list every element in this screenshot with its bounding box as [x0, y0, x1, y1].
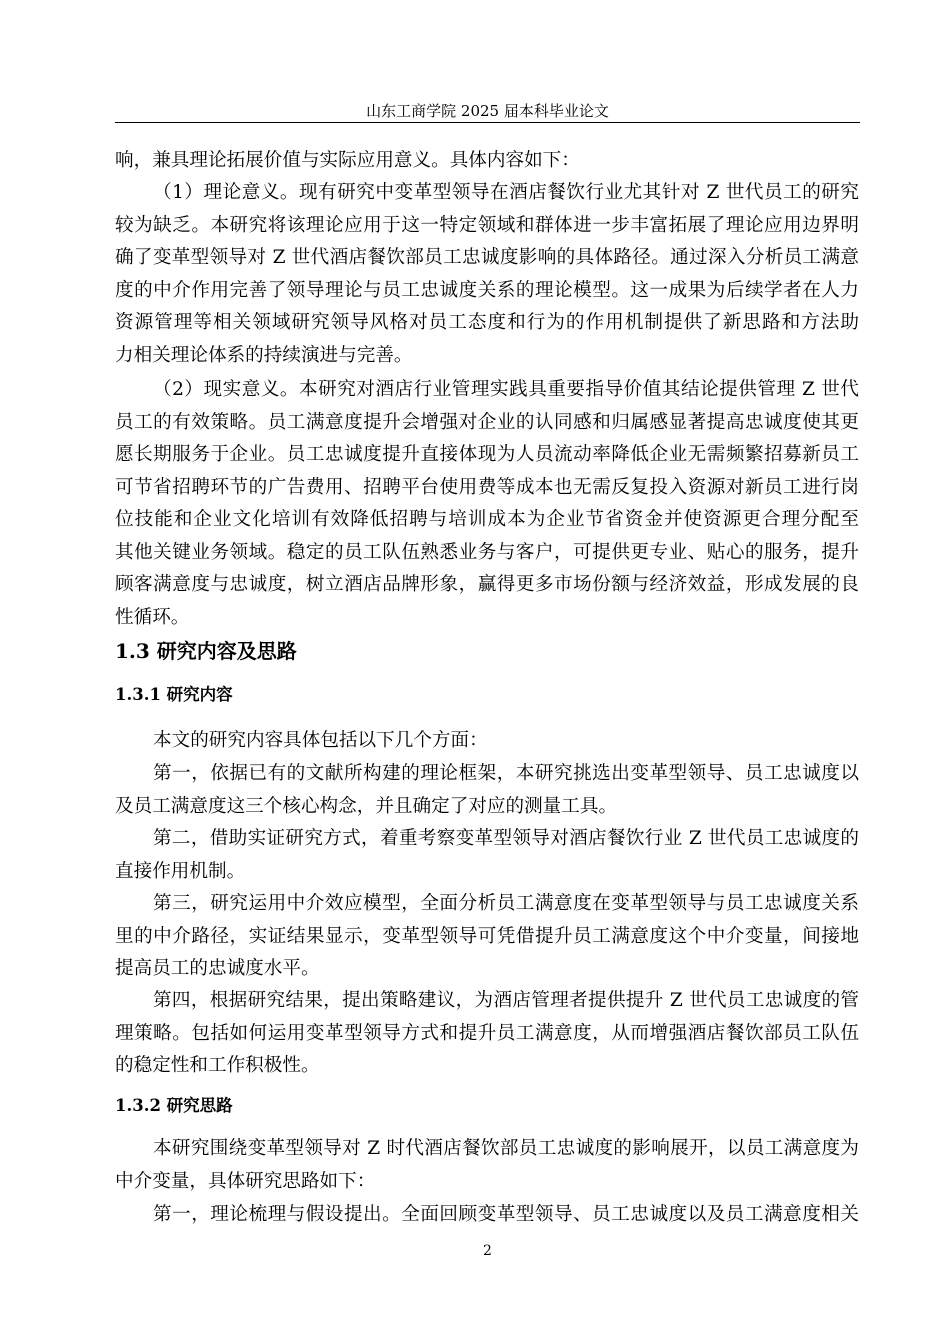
paragraph-line: 确了变革型领导对 Z 世代酒店餐饮部员工忠诚度影响的具体路径。通过深入分析员工满意	[115, 247, 859, 268]
paragraph-line: 提高员工的忠诚度水平。	[115, 958, 320, 979]
paragraph-line: 中介变量，具体研究思路如下：	[115, 1170, 376, 1192]
header-rule	[115, 122, 860, 123]
paragraph-line: 第二，借助实证研究方式，着重考察变革型领导对酒店餐饮行业 Z 世代员工忠诚度的	[153, 828, 859, 849]
paragraph-line: 第一，依据已有的文献所构建的理论框架，本研究挑选出变革型领导、员工忠诚度以	[153, 763, 859, 784]
paragraph-line: 较为缺乏。本研究将该理论应用于这一特定领域和群体进一步丰富拓展了理论应用边界明	[115, 214, 859, 236]
running-header: 山东工商学院 2025 届本科毕业论文	[366, 102, 609, 120]
subsection-heading-1-3-2: 1.3.2 研究思路	[115, 1096, 233, 1115]
paragraph-line: 的稳定性和工作积极性。	[115, 1055, 320, 1076]
paragraph-line: 直接作用机制。	[115, 860, 246, 882]
paragraph-line: 可节省招聘环节的广告费用、招聘平台使用费等成本也无需反复投入资源对新员工进行岗	[115, 476, 859, 498]
paragraph-line: （2）现实意义。本研究对酒店行业管理实践具重要指导价值其结论提供管理 Z 世代	[153, 379, 859, 400]
paragraph-line: 里的中介路径，实证结果显示，变革型领导可凭借提升员工满意度这个中介变量，间接地	[115, 925, 859, 947]
paragraph-line: 第三，研究运用中介效应模型，全面分析员工满意度在变革型领导与员工忠诚度关系	[153, 893, 859, 914]
paragraph-line: 员工的有效策略。员工满意度提升会增强对企业的认同感和归属感显著提高忠诚度使其更	[115, 411, 859, 433]
section-heading-1-3: 1.3 研究内容及思路	[115, 639, 297, 663]
paragraph-line: 顾客满意度与忠诚度，树立酒店品牌形象，赢得更多市场份额与经济效益，形成发展的良	[115, 574, 859, 595]
paragraph-line: 力相关理论体系的持续演进与完善。	[115, 344, 413, 366]
paragraph-line: 本研究围绕变革型领导对 Z 时代酒店餐饮部员工忠诚度的影响展开，以员工满意度为	[153, 1138, 859, 1159]
paragraph-line: 愿长期服务于企业。员工忠诚度提升直接体现为人员流动率降低企业无需频繁招募新员工	[115, 444, 859, 465]
paragraph-line: 及员工满意度这三个核心构念，并且确定了对应的测量工具。	[115, 795, 618, 817]
paragraph-line: 第四，根据研究结果，提出策略建议，为酒店管理者提供提升 Z 世代员工忠诚度的管	[153, 990, 859, 1011]
paragraph-line: 资源管理等相关领域研究领导风格对员工态度和行为的作用机制提供了新思路和方法助	[115, 312, 859, 333]
paragraph-line: 第一，理论梳理与假设提出。全面回顾变革型领导、员工忠诚度以及员工满意度相关	[153, 1204, 859, 1225]
paragraph-line: 位技能和企业文化培训有效降低招聘与培训成本为企业节省资金并使资源更合理分配至	[115, 509, 859, 530]
subsection-heading-1-3-1: 1.3.1 研究内容	[115, 685, 233, 704]
paragraph-line: 性循环。	[115, 606, 190, 628]
paragraph-line: 其他关键业务领域。稳定的员工队伍熟悉业务与客户，可提供更专业、贴心的服务，提升	[115, 541, 859, 563]
paragraph-line: 理策略。包括如何运用变革型领导方式和提升员工满意度，从而增强酒店餐饮部员工队伍	[115, 1022, 859, 1044]
paragraph-line: 本文的研究内容具体包括以下几个方面：	[153, 730, 488, 751]
paragraph-line: 度的中介作用完善了领导理论与员工忠诚度关系的理论模型。这一成果为后续学者在人力	[115, 279, 859, 301]
paragraph-line: （1）理论意义。现有研究中变革型领导在酒店餐饮行业尤其针对 Z 世代员工的研究	[153, 182, 859, 203]
page-number: 2	[483, 1243, 492, 1259]
paragraph-line: 响，兼具理论拓展价值与实际应用意义。具体内容如下：	[115, 150, 580, 171]
